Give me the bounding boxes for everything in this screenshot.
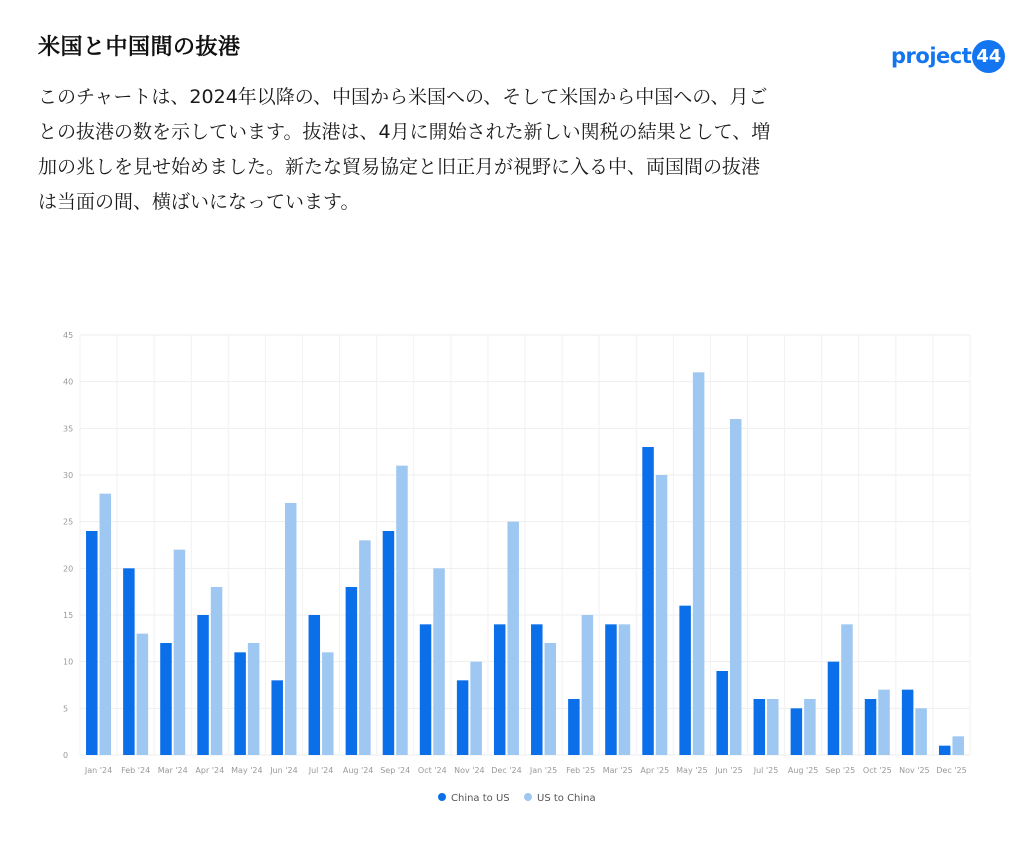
bar-china-to-us[interactable] xyxy=(791,708,803,755)
bar-china-to-us[interactable] xyxy=(309,615,321,755)
y-tick-label: 5 xyxy=(63,704,69,714)
bar-us-to-china[interactable] xyxy=(174,550,186,755)
bar-china-to-us[interactable] xyxy=(234,652,246,755)
bar-us-to-china[interactable] xyxy=(767,699,779,755)
bar-china-to-us[interactable] xyxy=(197,615,209,755)
x-tick-label: Nov '24 xyxy=(454,766,485,775)
x-tick-label: Nov '25 xyxy=(899,766,930,775)
x-tick-label: Mar '24 xyxy=(157,766,188,775)
bar-us-to-china[interactable] xyxy=(396,466,408,755)
x-tick-label: Sep '24 xyxy=(380,766,411,775)
x-tick-label: Jul '25 xyxy=(753,766,779,775)
x-tick-label: Aug '24 xyxy=(342,766,374,775)
x-tick-label: Sep '25 xyxy=(825,766,856,775)
bar-china-to-us[interactable] xyxy=(160,643,172,755)
legend-marker-us-to-china xyxy=(524,793,532,801)
logo-text: project xyxy=(891,44,972,68)
bar-us-to-china[interactable] xyxy=(433,568,445,755)
bar-us-to-china[interactable] xyxy=(619,624,631,755)
bar-us-to-china[interactable] xyxy=(545,643,557,755)
x-tick-label: Dec '25 xyxy=(936,766,967,775)
bar-china-to-us[interactable] xyxy=(828,662,840,755)
y-tick-label: 0 xyxy=(63,751,69,760)
bar-us-to-china[interactable] xyxy=(730,419,742,755)
bar-us-to-china[interactable] xyxy=(878,690,890,755)
x-tick-label: Mar '25 xyxy=(602,766,633,775)
x-tick-label: Oct '24 xyxy=(417,766,447,775)
legend-label-china-to-us[interactable]: China to US xyxy=(451,793,510,804)
chart-legend xyxy=(438,793,596,804)
y-tick-label: 15 xyxy=(63,611,74,620)
page-title: 米国と中国間の抜港 xyxy=(38,35,241,60)
bar-us-to-china[interactable] xyxy=(285,503,297,755)
x-tick-label: Jun '25 xyxy=(715,766,743,775)
x-tick-label: Aug '25 xyxy=(787,766,819,775)
bar-china-to-us[interactable] xyxy=(271,680,283,755)
x-tick-label: Feb '24 xyxy=(121,766,151,775)
y-tick-label: 20 xyxy=(63,564,74,574)
bar-china-to-us[interactable] xyxy=(679,606,691,755)
legend-marker-china-to-us xyxy=(438,793,446,801)
bar-us-to-china[interactable] xyxy=(211,587,223,755)
bar-us-to-china[interactable] xyxy=(582,615,594,755)
bar-china-to-us[interactable] xyxy=(605,624,617,755)
x-tick-label: Oct '25 xyxy=(862,766,892,775)
bar-us-to-china[interactable] xyxy=(952,736,964,755)
y-tick-label: 35 xyxy=(63,424,74,434)
bar-china-to-us[interactable] xyxy=(494,624,506,755)
bar-china-to-us[interactable] xyxy=(346,587,358,755)
y-tick-label: 10 xyxy=(63,657,74,667)
x-tick-label: Jul '24 xyxy=(308,766,334,775)
bar-china-to-us[interactable] xyxy=(754,699,766,755)
bar-china-to-us[interactable] xyxy=(642,447,654,755)
bar-us-to-china[interactable] xyxy=(137,634,149,755)
bar-china-to-us[interactable] xyxy=(123,568,135,755)
bar-us-to-china[interactable] xyxy=(359,540,371,755)
y-tick-label: 40 xyxy=(63,377,74,387)
bar-us-to-china[interactable] xyxy=(470,662,482,755)
bar-china-to-us[interactable] xyxy=(865,699,877,755)
legend-label-us-to-china[interactable]: US to China xyxy=(537,793,596,804)
bar-china-to-us[interactable] xyxy=(86,531,98,755)
x-tick-label: Jan '25 xyxy=(529,766,558,775)
bar-china-to-us[interactable] xyxy=(531,624,543,755)
chart-description: このチャートは、2024年以降の、中国から米国への、そして米国から中国への、月ごとの抜港の数を示しています。抜港は、4月に開始された新しい関税の結果として、増加の兆しを見せ始めました。新たな貿易協定と旧正月が視野に入る中、両国間の抜港は当面の間、横ばいになっています。 xyxy=(38,86,771,213)
x-tick-label: Jun '24 xyxy=(270,766,298,775)
bar-china-to-us[interactable] xyxy=(568,699,580,755)
x-tick-label: Apr '25 xyxy=(640,766,670,775)
x-tick-label: Feb '25 xyxy=(566,766,596,775)
x-tick-label: Apr '24 xyxy=(195,766,225,775)
bar-us-to-china[interactable] xyxy=(100,494,112,755)
bar-us-to-china[interactable] xyxy=(248,643,260,755)
bar-us-to-china[interactable] xyxy=(841,624,853,755)
x-tick-label: May '25 xyxy=(676,766,708,775)
bar-china-to-us[interactable] xyxy=(457,680,469,755)
x-tick-label: Jan '24 xyxy=(84,766,113,775)
bar-china-to-us[interactable] xyxy=(939,746,951,755)
y-tick-label: 30 xyxy=(63,471,74,480)
bar-us-to-china[interactable] xyxy=(656,475,668,755)
bar-china-to-us[interactable] xyxy=(902,690,914,755)
bar-china-to-us[interactable] xyxy=(420,624,432,755)
bar-china-to-us[interactable] xyxy=(383,531,395,755)
bar-us-to-china[interactable] xyxy=(322,652,334,755)
bar-us-to-china[interactable] xyxy=(693,372,705,755)
y-tick-label: 45 xyxy=(63,331,74,340)
logo-badge: 44 xyxy=(972,40,1005,73)
x-tick-label: May '24 xyxy=(231,766,263,775)
bar-us-to-china[interactable] xyxy=(507,522,519,755)
bar-china-to-us[interactable] xyxy=(716,671,728,755)
bar-us-to-china[interactable] xyxy=(915,708,927,755)
x-tick-label: Dec '24 xyxy=(491,766,522,775)
y-tick-label: 25 xyxy=(63,517,74,527)
bar-us-to-china[interactable] xyxy=(804,699,816,755)
